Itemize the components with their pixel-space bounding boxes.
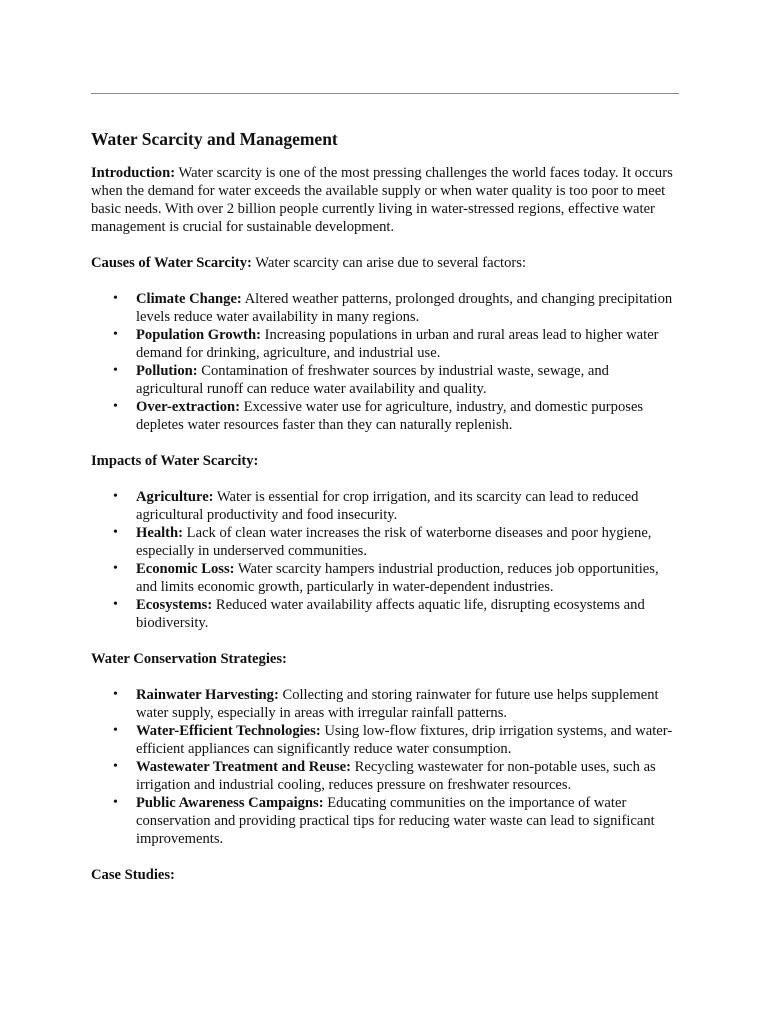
bullet-icon: • bbox=[113, 399, 118, 414]
list-item-term: Population Growth: bbox=[136, 327, 262, 343]
strategies-list bbox=[91, 686, 679, 848]
intro-label: Introduction: bbox=[91, 165, 176, 181]
list-item-text: Water is essential for crop irrigation, and its scarcity can lead to reduced agricultural productivity and food insecurity. bbox=[136, 489, 639, 523]
bullet-icon: • bbox=[113, 363, 118, 378]
list-item bbox=[91, 794, 679, 848]
list-item bbox=[91, 362, 679, 398]
list-item-term: Pollution: bbox=[136, 363, 198, 379]
header-divider bbox=[91, 93, 679, 94]
impacts-list bbox=[91, 488, 679, 632]
list-item-term: Public Awareness Campaigns: bbox=[136, 795, 324, 811]
bullet-icon: • bbox=[113, 723, 118, 738]
list-item bbox=[91, 398, 679, 434]
list-item-text: Excessive water use for agriculture, industry, and domestic purposes depletes water resources faster than they can naturally replenish. bbox=[136, 399, 644, 433]
causes-paragraph bbox=[91, 254, 679, 272]
impacts-heading: Impacts of Water Scarcity: bbox=[91, 453, 259, 469]
list-item bbox=[91, 326, 679, 362]
list-item-text: Recycling wastewater for non-potable uses, such as irrigation and industrial cooling, reduces pressure on freshwater resources. bbox=[136, 759, 656, 793]
list-item bbox=[91, 686, 679, 722]
bullet-icon: • bbox=[113, 327, 118, 342]
list-item-term: Wastewater Treatment and Reuse: bbox=[136, 759, 351, 775]
list-item-text: Water scarcity hampers industrial production, reduces job opportunities, and limits economic growth, particularly in water-dependent industries. bbox=[136, 561, 659, 595]
document-title: Water Scarcity and Management bbox=[91, 129, 338, 149]
strategies-heading: Water Conservation Strategies: bbox=[91, 651, 287, 667]
document-body bbox=[91, 128, 679, 902]
list-item-term: Rainwater Harvesting: bbox=[136, 687, 279, 703]
bullet-icon: • bbox=[113, 759, 118, 774]
bullet-icon: • bbox=[113, 561, 118, 576]
list-item-term: Water-Efficient Technologies: bbox=[136, 723, 321, 739]
list-item-text: Educating communities on the importance of water conservation and providing practical tips for reducing water waste can lead to significant improvements. bbox=[136, 795, 655, 847]
causes-label: Causes of Water Scarcity: bbox=[91, 255, 252, 271]
list-item-text: Lack of clean water increases the risk of waterborne diseases and poor hygiene, especially in underserved communities. bbox=[136, 525, 652, 559]
bullet-icon: • bbox=[113, 291, 118, 306]
list-item-text: Contamination of freshwater sources by industrial waste, sewage, and agricultural runoff can reduce water availability and quality. bbox=[136, 363, 609, 397]
bullet-icon: • bbox=[113, 489, 118, 504]
list-item bbox=[91, 596, 679, 632]
bullet-icon: • bbox=[113, 687, 118, 702]
list-item bbox=[91, 560, 679, 596]
causes-text: Water scarcity can arise due to several factors: bbox=[251, 255, 527, 271]
list-item-text: Reduced water availability affects aquatic life, disrupting ecosystems and biodiversity. bbox=[136, 597, 645, 631]
list-item bbox=[91, 290, 679, 326]
case-studies-heading: Case Studies: bbox=[91, 867, 175, 883]
list-item-text: Altered weather patterns, prolonged droughts, and changing precipitation levels reduce water availability in many regions. bbox=[136, 291, 673, 325]
list-item-term: Climate Change: bbox=[136, 291, 242, 307]
list-item bbox=[91, 758, 679, 794]
list-item-term: Economic Loss: bbox=[136, 561, 235, 577]
list-item bbox=[91, 722, 679, 758]
list-item-text: Increasing populations in urban and rural areas lead to higher water demand for drinking, agriculture, and industrial use. bbox=[136, 327, 659, 361]
list-item-text: Using low-flow fixtures, drip irrigation systems, and water-efficient appliances can significantly reduce water consumption. bbox=[136, 723, 673, 757]
causes-list bbox=[91, 290, 679, 434]
list-item bbox=[91, 524, 679, 560]
list-item-term: Ecosystems: bbox=[136, 597, 213, 613]
bullet-icon: • bbox=[113, 525, 118, 540]
list-item-term: Over-extraction: bbox=[136, 399, 240, 415]
list-item-term: Agriculture: bbox=[136, 489, 214, 505]
intro-paragraph bbox=[91, 164, 679, 236]
bullet-icon: • bbox=[113, 795, 118, 810]
bullet-icon: • bbox=[113, 597, 118, 612]
list-item-text: Collecting and storing rainwater for future use helps supplement water supply, especially in areas with irregular rainfall patterns. bbox=[136, 687, 659, 721]
intro-text: Water scarcity is one of the most pressing challenges the world faces today. It occurs when the demand for water exceeds the available supply or when water quality is too poor to meet basic needs. With over 2 billion people currently living in water-stressed regions, effective water management is crucial for sustainable development. bbox=[91, 165, 673, 235]
list-item-term: Health: bbox=[136, 525, 184, 541]
list-item bbox=[91, 488, 679, 524]
